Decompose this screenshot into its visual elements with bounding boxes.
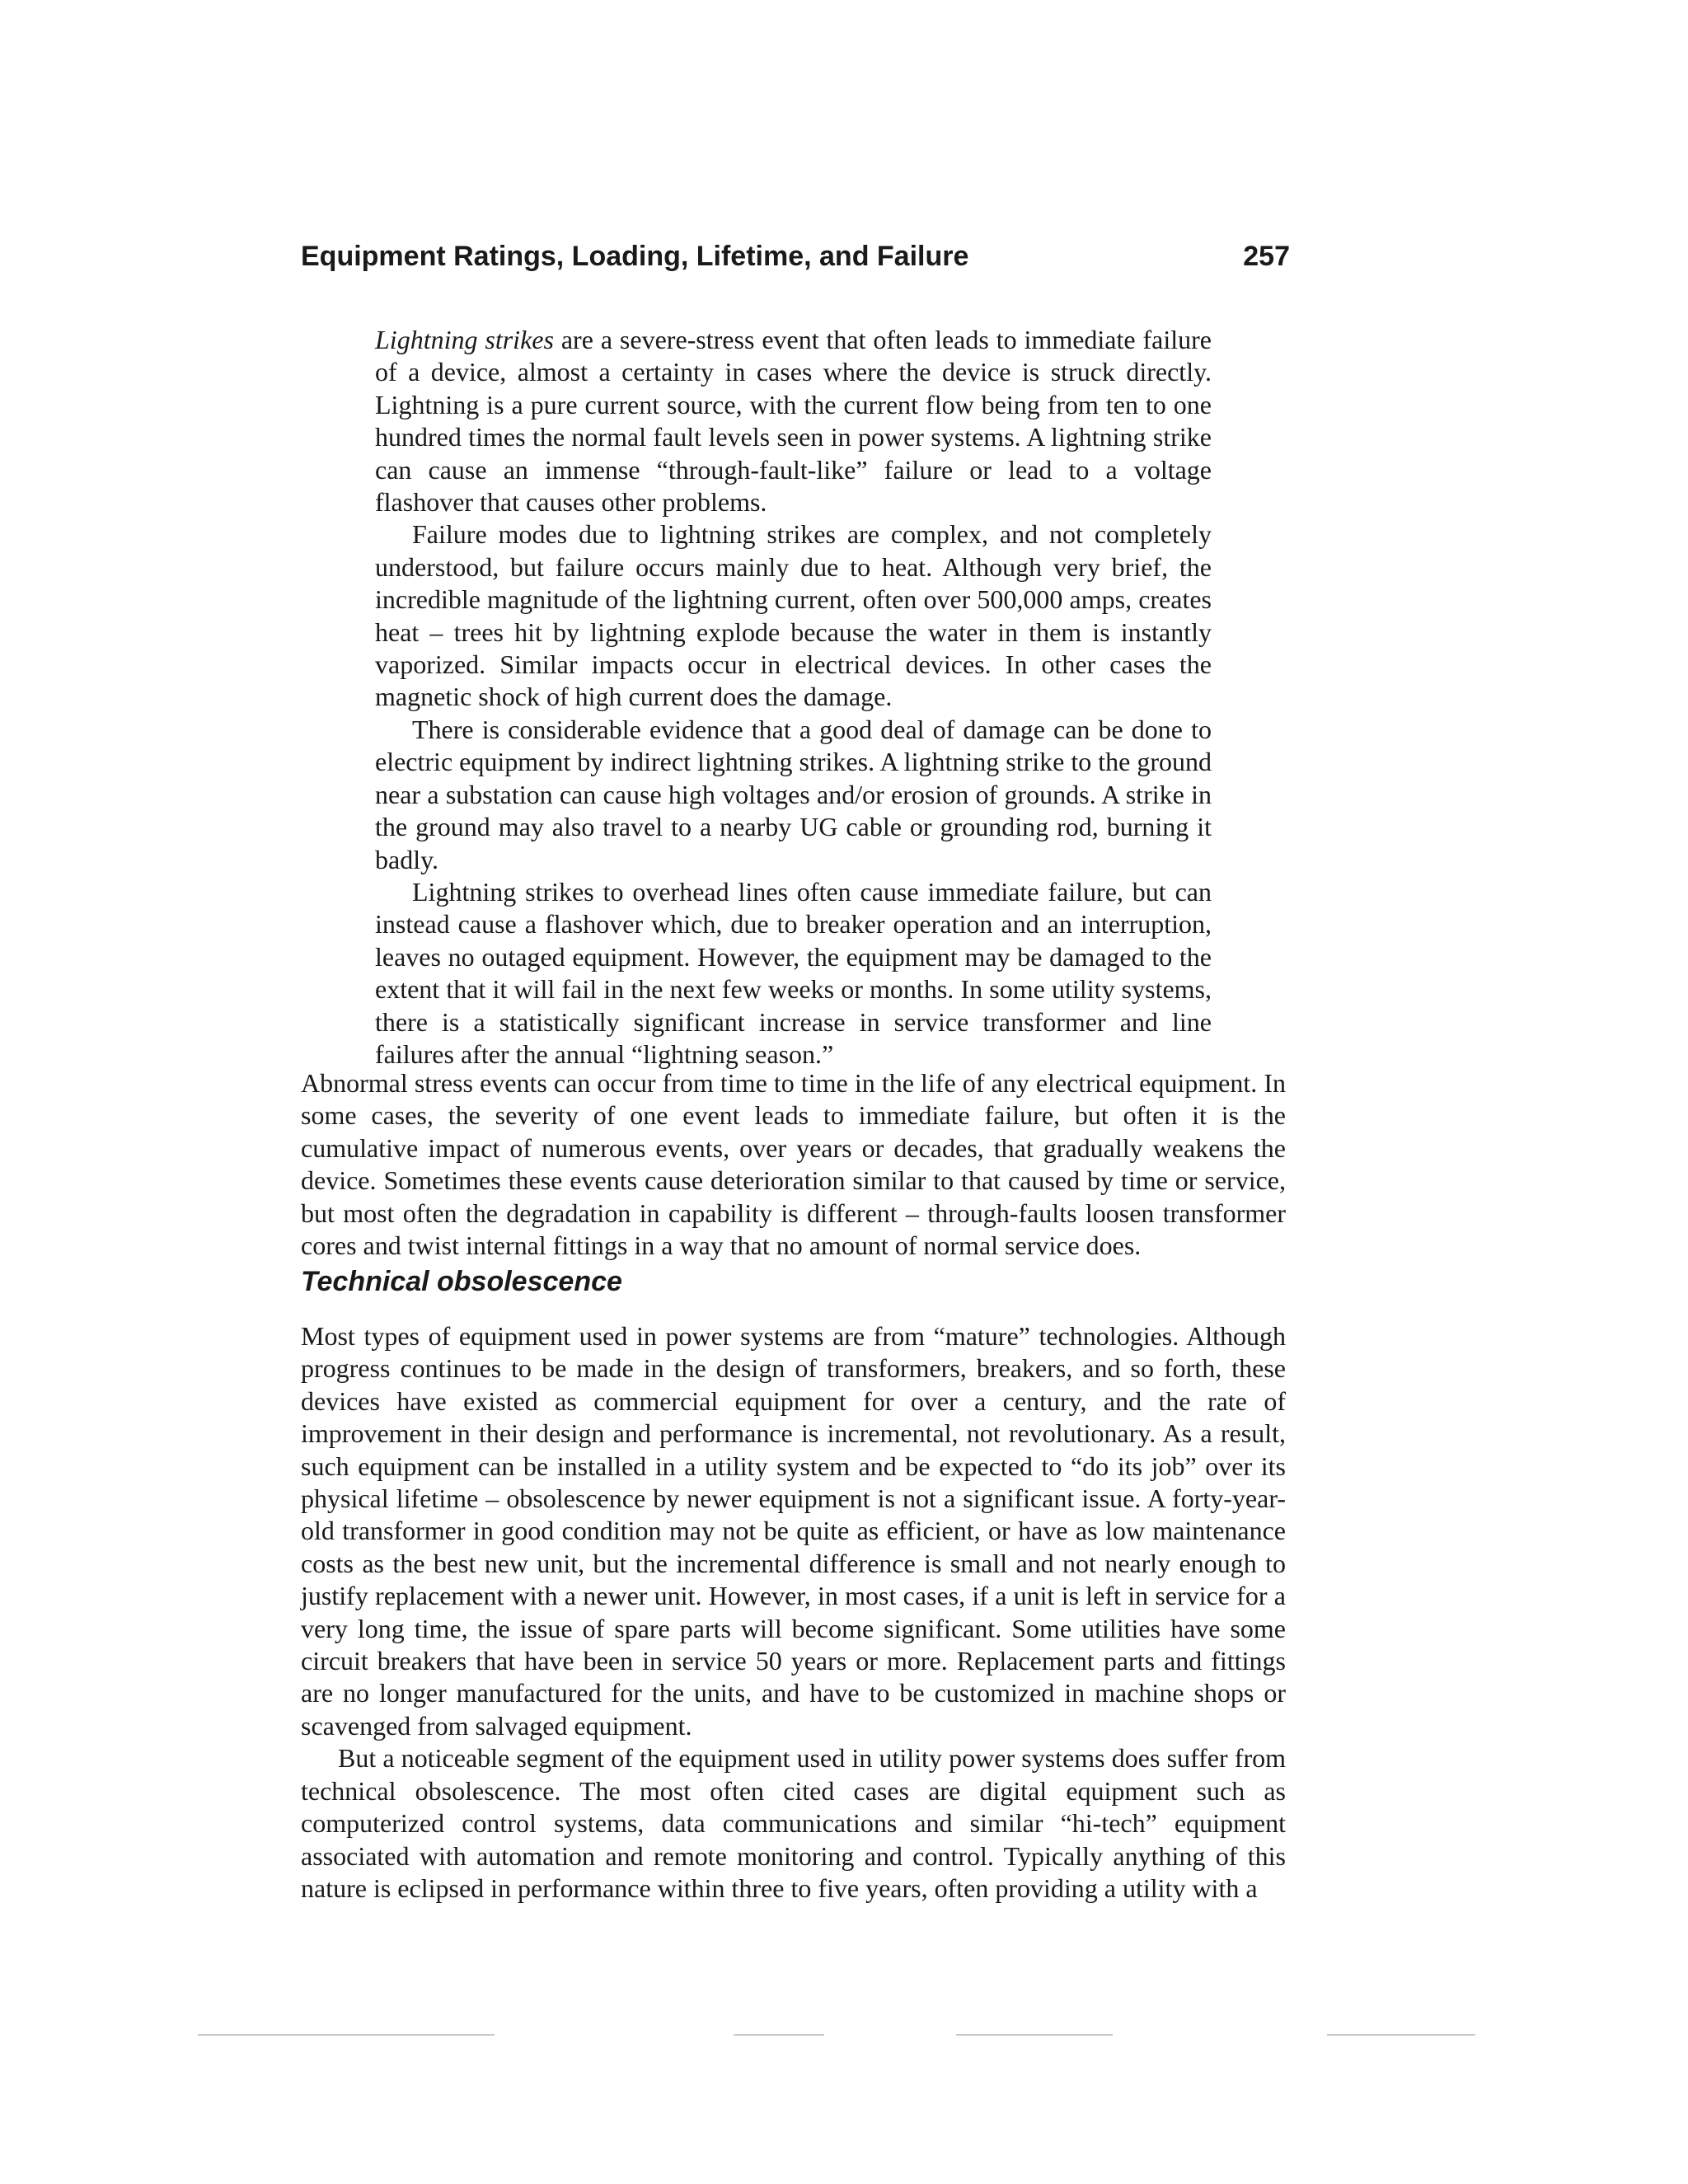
page-number: 257 (1243, 241, 1290, 272)
lightning-paragraph-1-text: are a severe-stress event that often leads to immediate failure of a device, almost a certainty in cases where the device is struck directly. Lightning is a pure current source, with the current flow being from ten to one hundred times the normal fault levels seen in power systems. A lightning strike can cause an immense “through-fault-like” failure or lead to a voltage flashover that causes other problems. (375, 325, 1212, 518)
scan-artifact (198, 2034, 495, 2036)
lightning-lead-term: Lightning strikes (375, 325, 554, 354)
lightning-paragraph-2: Failure modes due to lightning strikes are complex, and not completely understood, but failure occurs mainly due to heat. Although very brief, the incredible magnitude of the lightning current, often over 500,000 amps, creates heat – trees hit by lightning explode because the water in them is instantly vaporized. Similar impacts occur in electrical devices. In other cases the magnetic shock of high current does the damage. (375, 519, 1212, 712)
running-header (301, 241, 1290, 282)
scan-artifact (1327, 2034, 1475, 2036)
lightning-strikes-block (375, 324, 1212, 1071)
abnormal-stress-paragraph: Abnormal stress events can occur from time to time in the life of any electrical equipment. In some cases, the severity of one event leads to immediate failure, but often it is the cumulative impact of numerous events, over years or decades, that gradually weakens the device. Sometimes these events cause deterioration similar to that caused by time or service, but most often the degradation in capability is different – through-faults loosen transformer cores and twist internal fittings in a way that no amount of normal service does. (301, 1068, 1286, 1261)
abnormal-stress-block (301, 1067, 1286, 1262)
scan-artifact (734, 2034, 824, 2036)
scan-artifact (956, 2034, 1113, 2036)
lightning-paragraph-3: There is considerable evidence that a good deal of damage can be done to electric equipment by indirect lightning strikes. A lightning strike to the ground near a substation can cause high voltages and/or erosion of grounds. A strike in the ground may also travel to a nearby UG cable or grounding rod, burning it badly. (375, 714, 1212, 874)
technical-obsolescence-block (301, 1320, 1286, 1905)
obsolescence-paragraph-1: Most types of equipment used in power systems are from “mature” technologies. Although progress continues to be made in the design of transformers, breakers, and so forth, these devices have existed as commercial equipment for over a century, and the rate of improvement in their design and performance is incremental, not revolutionary. As a result, such equipment can be installed in a utility system and be expected to “do its job” over its physical lifetime – obsolescence by newer equipment is not a significant issue. A forty-year-old transformer in good condition may not be quite as efficient, or have as low maintenance costs as the best new unit, but the incremental difference is small and not nearly enough to justify replacement with a newer unit. However, in most cases, if a unit is left in service for a very long time, the issue of spare parts will become significant. Some utilities have some circuit breakers that have been in service 50 years or more. Replacement parts and fittings are no longer manufactured for the units, and have to be customized in machine shops or scavenged from salvaged equipment. (301, 1321, 1286, 1741)
obsolescence-paragraph-2: But a noticeable segment of the equipment used in utility power systems does suffer from technical obsolescence. The most often cited cases are digital equipment such as computerized control systems, data communications and similar “hi-tech” equipment associated with automation and remote monitoring and control. Typically anything of this nature is eclipsed in performance within three to five years, often providing a utility with a (301, 1743, 1286, 1903)
section-heading: Technical obsolescence (301, 1266, 622, 1297)
lightning-paragraph-1 (375, 324, 1212, 518)
chapter-title: Equipment Ratings, Loading, Lifetime, and Failure (301, 241, 969, 272)
lightning-paragraph-4: Lightning strikes to overhead lines often cause immediate failure, but can instead cause a flashover which, due to breaker operation and an interruption, leaves no outaged equipment. However, the equipment may be damaged to the extent that it will fail in the next few weeks or months. In some utility systems, there is a statistically significant increase in service transformer and line failures after the annual “lightning season.” (375, 876, 1212, 1069)
